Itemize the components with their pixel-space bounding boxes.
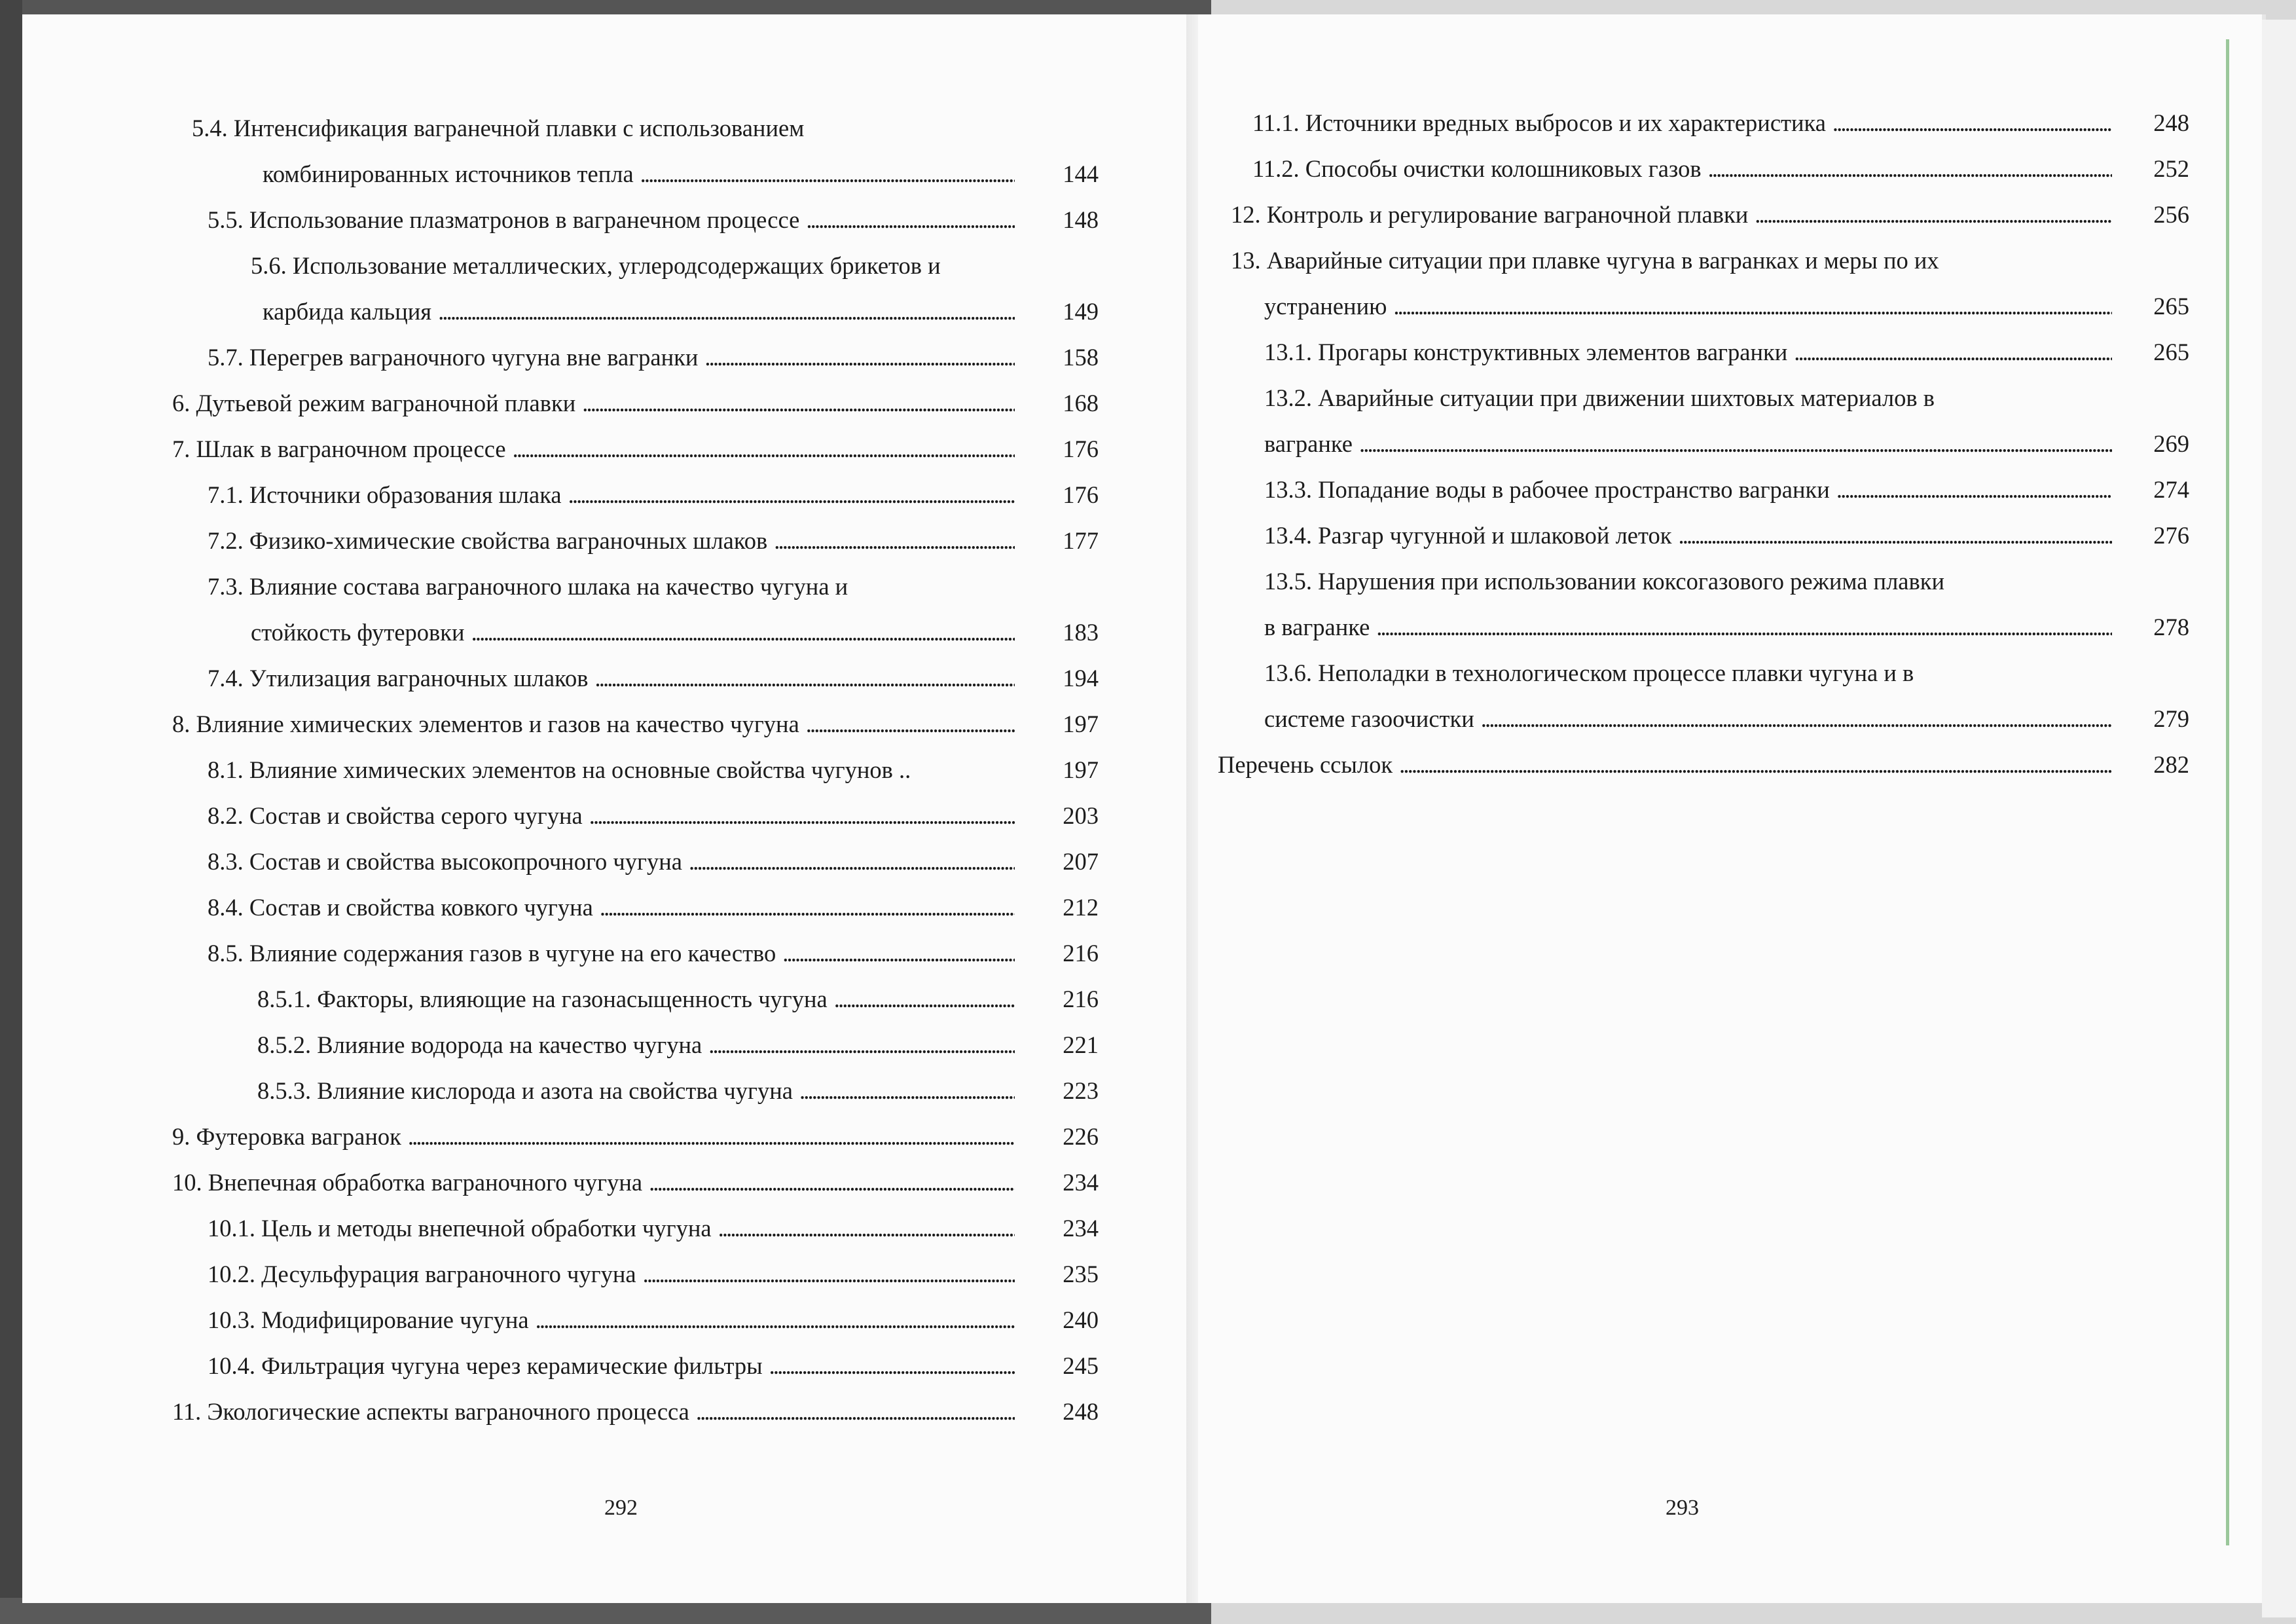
- left-toc-entry: [172, 434, 506, 464]
- left-toc-entry: [208, 755, 911, 785]
- toc-entry-title: 13.3. Попадание воды в рабочее пространство вагранки: [1264, 476, 1830, 503]
- toc-page-number: 265: [2153, 339, 2189, 365]
- right-toc-entry: [1264, 383, 1935, 413]
- toc-entry-title: 13.6. Неполадки в технологическом процессе плавки чугуна и в: [1264, 659, 1914, 686]
- right-toc-entry: [1264, 291, 1387, 322]
- toc-page-number: 216: [1063, 986, 1099, 1012]
- toc-entry-title: 7.1. Источники образования шлака: [208, 481, 562, 508]
- toc-leader-dots: [408, 1122, 1015, 1152]
- left-toc-entry: [208, 663, 588, 693]
- toc-page-number: 194: [1063, 665, 1099, 692]
- left-toc-entry: [172, 1122, 401, 1152]
- toc-page-number: 158: [1063, 344, 1099, 371]
- toc-page-number: 221: [1063, 1031, 1099, 1058]
- toc-entry-title: 8.2. Состав и свойства серого чугуна: [208, 802, 583, 829]
- toc-entry-title: 8.5. Влияние содержания газов в чугуне на его качество: [208, 940, 776, 967]
- toc-entry-title: комбинированных источников тепла: [263, 160, 634, 187]
- toc-leader-dots: [1836, 475, 2112, 505]
- right-toc-entry: [1264, 337, 1787, 367]
- toc-entry-title: устранению: [1264, 293, 1387, 320]
- toc-entry-title: 13.5. Нарушения при использовании коксогазового режима плавки: [1264, 568, 1944, 595]
- left-toc-entry: [208, 480, 562, 510]
- right-toc-entry: [1218, 750, 1393, 780]
- toc-leader-dots: [1376, 612, 2112, 642]
- left-toc-entry: [257, 984, 828, 1014]
- toc-page-number: 223: [1063, 1077, 1099, 1104]
- toc-page-number: 176: [1063, 481, 1099, 508]
- right-toc-entry: [1264, 521, 1671, 551]
- toc-page-number: 207: [1063, 848, 1099, 875]
- toc-leader-dots: [1755, 200, 2112, 230]
- toc-leader-dots: [708, 1030, 1015, 1060]
- scan-edge-right: [2262, 20, 2296, 1617]
- left-toc-entry: [172, 388, 575, 418]
- right-toc-entry: [1252, 108, 1826, 138]
- toc-page-number: 234: [1063, 1169, 1099, 1196]
- toc-leader-dots: [1393, 291, 2112, 322]
- toc-entry-title: 10.4. Фильтрация чугуна через керамические фильтры: [208, 1352, 763, 1379]
- left-toc-entry: [251, 251, 941, 281]
- toc-entry-title: 10.2. Десульфурация ваграночного чугуна: [208, 1261, 636, 1287]
- toc-entry-title: 7.4. Утилизация ваграночных шлаков: [208, 665, 589, 692]
- toc-page-number: 149: [1063, 298, 1099, 325]
- scan-shadow-left: [0, 0, 22, 1624]
- toc-leader-dots: [834, 984, 1015, 1014]
- toc-page-number: 240: [1063, 1306, 1099, 1333]
- toc-entry-title: вагранке: [1264, 430, 1353, 457]
- left-toc-entry: [208, 1213, 712, 1244]
- right-toc-entry: [1231, 246, 1939, 276]
- toc-entry-title: 13.4. Разгар чугунной и шлаковой леток: [1264, 522, 1672, 549]
- left-toc-entry: [208, 205, 799, 235]
- toc-leader-dots: [513, 434, 1015, 464]
- toc-leader-dots: [806, 205, 1015, 235]
- right-toc-entry: [1231, 200, 1748, 230]
- toc-page-number: 265: [2153, 293, 2189, 320]
- toc-entry-title: 8.1. Влияние химических элементов на основные свойства чугунов ..: [208, 756, 911, 783]
- toc-entry-title: 5.6. Использование металлических, углеродсодержащих брикетов и: [251, 252, 941, 279]
- toc-entry-title: 10.3. Модифицирование чугуна: [208, 1306, 529, 1333]
- toc-leader-dots: [471, 618, 1015, 648]
- toc-page-number: 269: [2153, 430, 2189, 457]
- right-page: [1198, 14, 2262, 1603]
- toc-leader-dots: [769, 1351, 1015, 1381]
- toc-page-number: 235: [1063, 1261, 1099, 1287]
- left-toc-entry: [257, 1030, 702, 1060]
- toc-entry-title: 7.2. Физико-химические свойства ваграночных шлаков: [208, 527, 768, 554]
- left-toc-entry: [263, 159, 634, 189]
- toc-page-number: 197: [1063, 756, 1099, 783]
- left-toc-entry: [172, 1397, 689, 1427]
- toc-left: [22, 14, 1196, 1603]
- toc-page-number: 176: [1063, 435, 1099, 462]
- toc-entry-title: 8.5.3. Влияние кислорода и азота на свойства чугуна: [257, 1077, 793, 1104]
- left-toc-entry: [251, 618, 465, 648]
- left-toc-entry: [172, 709, 799, 739]
- toc-entry-title: 6. Дутьевой режим ваграночной плавки: [172, 390, 576, 416]
- toc-page-number: 148: [1063, 206, 1099, 233]
- toc-leader-dots: [689, 847, 1015, 877]
- toc-leader-dots: [806, 709, 1015, 739]
- toc-leader-dots: [782, 938, 1015, 969]
- toc-page-number: 252: [2153, 155, 2189, 182]
- left-toc-entry: [208, 342, 698, 373]
- toc-leader-dots: [438, 297, 1015, 327]
- toc-right: [1198, 14, 2262, 1603]
- toc-leader-dots: [649, 1168, 1015, 1198]
- left-toc-entry: [208, 1305, 529, 1335]
- left-toc-entry: [263, 297, 431, 327]
- toc-leader-dots: [1832, 108, 2112, 138]
- toc-entry-title: 11.1. Источники вредных выбросов и их характеристика: [1252, 109, 1826, 136]
- toc-entry-title: в вагранке: [1264, 614, 1370, 640]
- toc-entry-title: 8.5.2. Влияние водорода на качество чугуна: [257, 1031, 702, 1058]
- left-toc-entry: [208, 526, 767, 556]
- toc-entry-title: 11.2. Способы очистки колошниковых газов: [1252, 155, 1702, 182]
- toc-leader-dots: [582, 388, 1015, 418]
- toc-page-number: 276: [2153, 522, 2189, 549]
- toc-leader-dots: [589, 801, 1015, 831]
- toc-page-number: 197: [1063, 710, 1099, 737]
- toc-entry-title: стойкость футеровки: [251, 619, 465, 646]
- right-toc-entry: [1252, 154, 1702, 184]
- toc-page-number: 279: [2153, 705, 2189, 732]
- toc-entry-title: 5.7. Перегрев ваграночного чугуна вне вагранки: [208, 344, 699, 371]
- toc-entry-title: 7.3. Влияние состава ваграночного шлака на качество чугуна и: [208, 573, 848, 600]
- toc-page-number: 278: [2153, 614, 2189, 640]
- toc-entry-title: 13.1. Прогары конструктивных элементов вагранки: [1264, 339, 1788, 365]
- toc-entry-title: 5.4. Интенсификация вагранечной плавки с использованием: [192, 115, 805, 141]
- toc-leader-dots: [643, 1259, 1015, 1289]
- left-toc-entry: [172, 1168, 642, 1198]
- toc-leader-dots: [1399, 750, 2112, 780]
- toc-leader-dots: [568, 480, 1015, 510]
- left-toc-entry: [208, 938, 776, 969]
- toc-leader-dots: [1481, 704, 2112, 734]
- left-toc-entry: [208, 801, 583, 831]
- right-toc-entry: [1264, 658, 1914, 688]
- left-toc-entry: [208, 893, 593, 923]
- left-toc-entry: [192, 113, 804, 143]
- left-toc-entry: [208, 847, 682, 877]
- toc-entry-title: 5.5. Использование плазматронов в вагранечном процессе: [208, 206, 800, 233]
- toc-entry-title: 9. Футеровка вагранок: [172, 1123, 401, 1150]
- page-number-left: 292: [604, 1496, 638, 1520]
- toc-leader-dots: [704, 342, 1015, 373]
- toc-page-number: 226: [1063, 1123, 1099, 1150]
- toc-entry-title: 8. Влияние химических элементов и газов на качество чугуна: [172, 710, 799, 737]
- toc-entry-title: 8.4. Состав и свойства ковкого чугуна: [208, 894, 593, 921]
- toc-page-number: 248: [2153, 109, 2189, 136]
- page-number-right: 293: [1666, 1496, 1699, 1520]
- toc-page-number: 282: [2153, 751, 2189, 778]
- toc-page-number: 256: [2153, 201, 2189, 228]
- toc-entry-title: системе газоочистки: [1264, 705, 1474, 732]
- toc-entry-title: 10. Внепечная обработка ваграночного чугуна: [172, 1169, 643, 1196]
- toc-page-number: 177: [1063, 527, 1099, 554]
- right-toc-entry: [1264, 566, 1944, 597]
- toc-entry-title: 13. Аварийные ситуации при плавке чугуна в вагранках и меры по их: [1231, 247, 1939, 274]
- toc-leader-dots: [1708, 154, 2112, 184]
- toc-page-number: 274: [2153, 476, 2189, 503]
- toc-leader-dots: [718, 1213, 1015, 1244]
- toc-entry-title: 12. Контроль и регулирование ваграночной плавки: [1231, 201, 1749, 228]
- toc-entry-title: 10.1. Цель и методы внепечной обработки чугуна: [208, 1215, 712, 1242]
- toc-leader-dots: [1359, 429, 2112, 459]
- toc-entry-title: 8.5.1. Факторы, влияющие на газонасыщенность чугуна: [257, 986, 828, 1012]
- toc-leader-dots: [640, 159, 1015, 189]
- toc-page-number: 245: [1063, 1352, 1099, 1379]
- right-toc-entry: [1264, 475, 1830, 505]
- left-toc-entry: [257, 1076, 793, 1106]
- toc-leader-dots: [594, 663, 1015, 693]
- toc-page-number: 212: [1063, 894, 1099, 921]
- right-toc-entry: [1264, 612, 1370, 642]
- toc-page-number: 203: [1063, 802, 1099, 829]
- toc-leader-dots: [774, 526, 1015, 556]
- toc-entry-title: 11. Экологические аспекты ваграночного процесса: [172, 1398, 689, 1425]
- toc-leader-dots: [1794, 337, 2112, 367]
- toc-page-number: 216: [1063, 940, 1099, 967]
- toc-page-number: 234: [1063, 1215, 1099, 1242]
- toc-entry-title: 8.3. Состав и свойства высокопрочного чугуна: [208, 848, 682, 875]
- left-toc-entry: [208, 1351, 763, 1381]
- toc-leader-dots: [696, 1397, 1015, 1427]
- right-toc-entry: [1264, 704, 1474, 734]
- toc-entry-title: 13.2. Аварийные ситуации при движении шихтовых материалов в: [1264, 384, 1935, 411]
- toc-page-number: 183: [1063, 619, 1099, 646]
- toc-leader-dots: [799, 1076, 1015, 1106]
- toc-page-number: 248: [1063, 1398, 1099, 1425]
- toc-page-number: 168: [1063, 390, 1099, 416]
- toc-entry-title: Перечень ссылок: [1218, 751, 1393, 778]
- right-toc-entry: [1264, 429, 1353, 459]
- left-toc-entry: [208, 572, 848, 602]
- page-edge-line: [2226, 39, 2229, 1545]
- toc-leader-dots: [536, 1305, 1015, 1335]
- left-page: [22, 14, 1196, 1603]
- left-toc-entry: [208, 1259, 636, 1289]
- toc-entry-title: карбида кальция: [263, 298, 432, 325]
- toc-page-number: 144: [1063, 160, 1099, 187]
- toc-leader-dots: [1678, 521, 2112, 551]
- toc-entry-title: 7. Шлак в ваграночном процессе: [172, 435, 506, 462]
- toc-leader-dots: [600, 893, 1015, 923]
